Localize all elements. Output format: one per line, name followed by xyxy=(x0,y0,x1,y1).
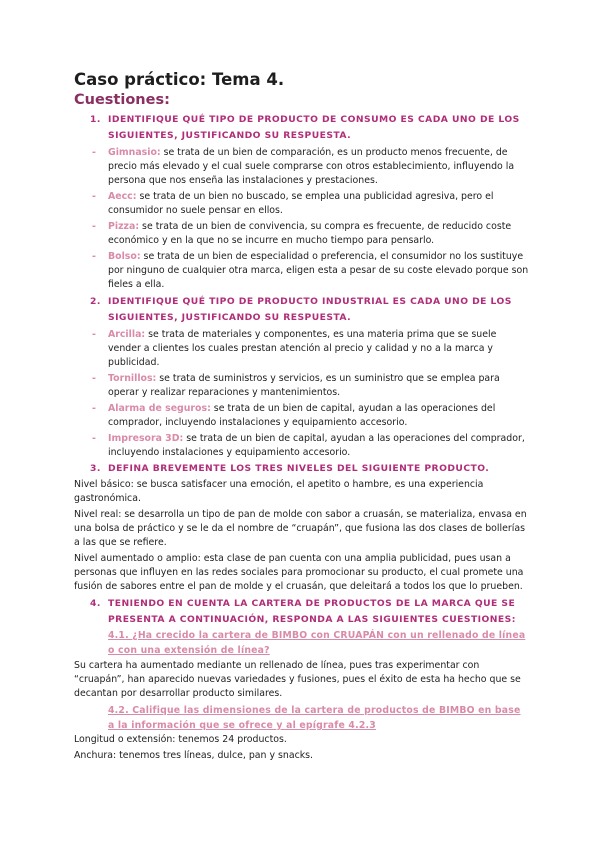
item-term: Tornillos: xyxy=(108,373,157,384)
question-1 xyxy=(0,112,600,144)
answer-paragraph: Nivel básico: se busca satisfacer una emoción, el apetito o hambre, es una experiencia gastronómica. xyxy=(74,479,484,504)
bullet-dash: - xyxy=(92,147,96,158)
document-title: Caso práctico: Tema 4. xyxy=(74,70,285,89)
bullet-dash: - xyxy=(92,221,96,232)
section-heading: Cuestiones: xyxy=(74,92,170,108)
document-body xyxy=(0,112,600,763)
answer-paragraph: Nivel real: se desarrolla un tipo de pan de molde con sabor a cruasán, se materializa, envasa en una bolsa de práctico y se le da el nombre de “cruapán”, que fusiona las dos clases de bollerías a las que se refiere. xyxy=(74,509,527,548)
item-text: se trata de un bien de convivencia, su compra es frecuente, de reducido coste económico y en la que no se incurre en mucho tiempo para pensarlo. xyxy=(108,221,512,246)
question-number: 1. xyxy=(90,114,101,125)
sub-question-4-1 xyxy=(0,628,600,658)
question-number: 3. xyxy=(90,463,101,474)
answer-line: Anchura: tenemos tres líneas, dulce, pan y snacks. xyxy=(74,750,314,761)
answer-line: Longitud o extensión: tenemos 24 productos. xyxy=(74,734,287,745)
bullet-dash: - xyxy=(92,403,96,414)
item-term: Pizza: xyxy=(108,221,140,232)
question-number: 2. xyxy=(90,296,101,307)
bullet-dash: - xyxy=(92,191,96,202)
item-text: se trata de un bien no buscado, se emplea una publicidad agresiva, pero el consumidor no suele pensar en ellos. xyxy=(108,191,494,216)
list-item xyxy=(0,220,600,248)
answer-paragraph: Nivel aumentado o amplio: esta clase de pan cuenta con una amplia publicidad, pues usan a personas que influyen en las redes sociales para promocionar su producto, el cual promete una fusión de sabores entre el pan de molde y el cruasán, que deleitará a todos los que lo prueben. xyxy=(74,553,524,592)
item-term: Impresora 3D: xyxy=(108,433,184,444)
list-item xyxy=(0,250,600,292)
list-item xyxy=(0,190,600,218)
item-term: Aecc: xyxy=(108,191,137,202)
list-item xyxy=(0,372,600,400)
item-text: se trata de un bien de capital, ayudan a las operaciones del comprador, incluyendo instalaciones y equipamiento accesorio. xyxy=(108,403,496,428)
answer-paragraph: Su cartera ha aumentado mediante un rellenado de línea, pues tras experimentar con “cruapán”, han aparecido nuevas variedades y fusiones, pues el éxito de esta ha hecho que se decantan por desarrollar producto similares. xyxy=(74,660,521,699)
item-text: se trata de materiales y componentes, es una materia prima que se suele vender a clientes los cuales prestan atención al precio y calidad y no a la marca y publicidad. xyxy=(108,329,497,368)
item-term: Arcilla: xyxy=(108,329,146,340)
list-item xyxy=(0,328,600,370)
question-3 xyxy=(0,461,600,477)
item-text: se trata de un bien de comparación, es un producto menos frecuente, de precio más elevado y el cual suele comprarse con otros establecimiento, influyendo la persona que nos enseña las instalaciones y prestaciones. xyxy=(108,147,515,186)
question-text: DEFINA BREVEMENTE LOS TRES NIVELES DEL SIGUIENTE PRODUCTO. xyxy=(108,463,490,474)
question-4 xyxy=(0,596,600,628)
list-item xyxy=(0,402,600,430)
item-term: Gimnasio: xyxy=(108,147,161,158)
bullet-dash: - xyxy=(92,433,96,444)
item-term: Bolso: xyxy=(108,251,141,262)
list-item xyxy=(0,146,600,188)
list-item xyxy=(0,432,600,460)
sub-question-4-2 xyxy=(0,703,600,733)
question-text: TENIENDO EN CUENTA LA CARTERA DE PRODUCTOS DE LA MARCA QUE SE PRESENTA A CONTINUACIÓN, RESPONDA A LAS SIGUIENTES CUESTIONES: xyxy=(108,598,516,625)
bullet-dash: - xyxy=(92,251,96,262)
question-2 xyxy=(0,294,600,326)
item-text: se trata de un bien de especialidad o preferencia, el consumidor no los sustituye por ninguno de cualquier otra marca, eligen esta a pesar de su coste elevado porque son fieles a ella. xyxy=(108,251,529,290)
bullet-dash: - xyxy=(92,373,96,384)
bullet-dash: - xyxy=(92,329,96,340)
item-text: se trata de un bien de capital, ayudan a las operaciones del comprador, incluyendo instalaciones y equipamiento accesorio. xyxy=(108,433,525,458)
question-number: 4. xyxy=(90,598,101,609)
item-term: Alarma de seguros: xyxy=(108,403,211,414)
item-text: se trata de suministros y servicios, es un suministro que se emplea para operar y realizar reparaciones y mantenimientos. xyxy=(108,373,500,398)
sub-question-text: 4.1. ¿Ha crecido la cartera de BIMBO con CRUAPÁN con un rellenado de línea o con una extensión de línea? xyxy=(108,630,526,656)
question-text: IDENTIFIQUE QUÉ TIPO DE PRODUCTO INDUSTRIAL ES CADA UNO DE LOS SIGUIENTES, JUSTIFICANDO SU RESPUESTA. xyxy=(108,296,512,323)
question-text: IDENTIFIQUE QUÉ TIPO DE PRODUCTO DE CONSUMO ES CADA UNO DE LOS SIGUIENTES, JUSTIFICANDO SU RESPUESTA. xyxy=(108,114,520,141)
sub-question-text: 4.2. Califique las dimensiones de la cartera de productos de BIMBO en base a la información que se ofrece y al epígrafe 4.2.3 xyxy=(108,705,521,731)
